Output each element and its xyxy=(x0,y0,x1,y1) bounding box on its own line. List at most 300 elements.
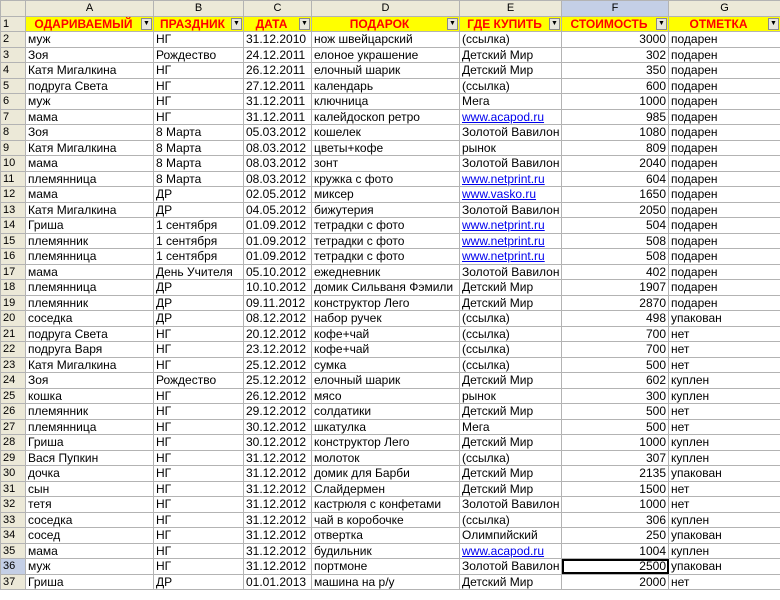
cell-holiday[interactable]: НГ xyxy=(154,109,244,125)
cell-cost[interactable]: 2870 xyxy=(562,295,669,311)
cell-status[interactable]: упакован xyxy=(669,311,780,327)
cell-status[interactable]: нет xyxy=(669,419,780,435)
cell-date[interactable]: 08.03.2012 xyxy=(244,156,312,172)
cell-recipient[interactable]: подруга Света xyxy=(26,326,154,342)
cell-gift[interactable]: солдатики xyxy=(312,404,460,420)
cell-gift[interactable]: елочный шарик xyxy=(312,373,460,389)
cell-where-to-buy[interactable]: Детский Мир xyxy=(460,280,562,296)
cell-gift[interactable]: чай в коробочке xyxy=(312,512,460,528)
column-header-d[interactable]: D xyxy=(312,1,460,17)
cell-cost[interactable]: 1000 xyxy=(562,497,669,513)
row-number[interactable]: 21 xyxy=(1,326,26,342)
row-number[interactable]: 23 xyxy=(1,357,26,373)
row-number[interactable]: 18 xyxy=(1,280,26,296)
cell-where-to-buy[interactable]: Детский Мир xyxy=(460,404,562,420)
cell-where-to-buy[interactable]: Мега xyxy=(460,94,562,110)
column-header-g[interactable]: G xyxy=(669,1,780,17)
cell-cost[interactable]: 2050 xyxy=(562,202,669,218)
header-recipient[interactable] xyxy=(26,16,154,32)
cell-recipient[interactable]: кошка xyxy=(26,388,154,404)
cell-holiday[interactable]: НГ xyxy=(154,357,244,373)
cell-status[interactable]: подарен xyxy=(669,295,780,311)
cell-cost[interactable]: 1500 xyxy=(562,481,669,497)
cell-where-to-buy[interactable]: Детский Мир xyxy=(460,373,562,389)
cell-cost[interactable]: 350 xyxy=(562,63,669,79)
cell-recipient[interactable]: дочка xyxy=(26,466,154,482)
cell-holiday[interactable]: НГ xyxy=(154,419,244,435)
cell-date[interactable]: 29.12.2012 xyxy=(244,404,312,420)
cell-cost[interactable]: 302 xyxy=(562,47,669,63)
header-where-to-buy[interactable] xyxy=(460,16,562,32)
cell-holiday[interactable]: ДР xyxy=(154,280,244,296)
cell-where-to-buy[interactable]: рынок xyxy=(460,388,562,404)
cell-recipient[interactable]: племянник xyxy=(26,295,154,311)
cell-status[interactable]: куплен xyxy=(669,373,780,389)
cell-recipient[interactable]: сосед xyxy=(26,528,154,544)
cell-status[interactable]: нет xyxy=(669,404,780,420)
cell-recipient[interactable]: племянница xyxy=(26,419,154,435)
cell-gift[interactable]: кастрюля с конфетами xyxy=(312,497,460,513)
row-number[interactable]: 35 xyxy=(1,543,26,559)
cell-holiday[interactable]: НГ xyxy=(154,481,244,497)
cell-status[interactable]: куплен xyxy=(669,450,780,466)
cell-where-to-buy[interactable]: Детский Мир xyxy=(460,295,562,311)
cell-status[interactable]: подарен xyxy=(669,109,780,125)
row-number[interactable]: 17 xyxy=(1,264,26,280)
cell-date[interactable]: 01.09.2012 xyxy=(244,249,312,265)
row-number[interactable]: 30 xyxy=(1,466,26,482)
cell-status[interactable]: подарен xyxy=(669,202,780,218)
cell-gift[interactable]: домик для Барби xyxy=(312,466,460,482)
cell-recipient[interactable]: племянница xyxy=(26,249,154,265)
cell-holiday[interactable]: 8 Марта xyxy=(154,171,244,187)
cell-holiday[interactable]: ДР xyxy=(154,574,244,590)
cell-gift[interactable]: машина на р/у xyxy=(312,574,460,590)
cell-cost[interactable]: 508 xyxy=(562,249,669,265)
cell-date[interactable]: 31.12.2012 xyxy=(244,559,312,575)
row-number[interactable]: 11 xyxy=(1,171,26,187)
cell-holiday[interactable]: НГ xyxy=(154,32,244,48)
row-number[interactable]: 32 xyxy=(1,497,26,513)
cell-status[interactable]: упакован xyxy=(669,559,780,575)
row-number[interactable]: 10 xyxy=(1,156,26,172)
cell-cost[interactable]: 602 xyxy=(562,373,669,389)
row-number[interactable]: 13 xyxy=(1,202,26,218)
cell-recipient[interactable]: Катя Мигалкина xyxy=(26,202,154,218)
cell-status[interactable]: подарен xyxy=(669,171,780,187)
cell-date[interactable]: 05.10.2012 xyxy=(244,264,312,280)
cell-status[interactable]: упакован xyxy=(669,466,780,482)
cell-gift[interactable]: отвертка xyxy=(312,528,460,544)
cell-where-to-buy[interactable] xyxy=(460,187,562,203)
shop-link[interactable]: www.netprint.ru xyxy=(462,233,545,248)
row-number[interactable]: 8 xyxy=(1,125,26,141)
cell-date[interactable]: 31.12.2012 xyxy=(244,450,312,466)
cell-status[interactable]: подарен xyxy=(669,280,780,296)
cell-where-to-buy[interactable]: Золотой Вавилон xyxy=(460,156,562,172)
cell-recipient[interactable]: Вася Пупкин xyxy=(26,450,154,466)
cell-holiday[interactable]: НГ xyxy=(154,388,244,404)
cell-cost[interactable]: 1000 xyxy=(562,94,669,110)
row-number[interactable]: 20 xyxy=(1,311,26,327)
cell-recipient[interactable]: муж xyxy=(26,32,154,48)
cell-gift[interactable]: елочный шарик xyxy=(312,63,460,79)
cell-cost[interactable]: 306 xyxy=(562,512,669,528)
cell-gift[interactable]: ежедневник xyxy=(312,264,460,280)
cell-cost[interactable]: 3000 xyxy=(562,32,669,48)
cell-status[interactable]: подарен xyxy=(669,187,780,203)
row-number[interactable]: 36 xyxy=(1,559,26,575)
cell-cost[interactable]: 1004 xyxy=(562,543,669,559)
cell-cost[interactable]: 402 xyxy=(562,264,669,280)
cell-recipient[interactable]: мама xyxy=(26,264,154,280)
cell-gift[interactable]: зонт xyxy=(312,156,460,172)
select-all-corner[interactable] xyxy=(1,1,26,17)
cell-holiday[interactable]: ДР xyxy=(154,187,244,203)
cell-cost[interactable]: 2500 xyxy=(562,559,669,575)
cell-cost[interactable]: 700 xyxy=(562,326,669,342)
header-cost[interactable] xyxy=(562,16,669,32)
filter-dropdown-icon[interactable]: ▼ xyxy=(299,18,310,30)
cell-cost[interactable]: 809 xyxy=(562,140,669,156)
cell-gift[interactable]: домик Сильваня Фэмили xyxy=(312,280,460,296)
cell-where-to-buy[interactable]: (ссылка) xyxy=(460,357,562,373)
row-number[interactable]: 26 xyxy=(1,404,26,420)
row-number[interactable]: 6 xyxy=(1,94,26,110)
cell-where-to-buy[interactable]: Детский Мир xyxy=(460,47,562,63)
cell-gift[interactable]: молоток xyxy=(312,450,460,466)
cell-cost[interactable]: 985 xyxy=(562,109,669,125)
cell-recipient[interactable]: племянница xyxy=(26,171,154,187)
cell-holiday[interactable]: НГ xyxy=(154,559,244,575)
cell-cost[interactable]: 1650 xyxy=(562,187,669,203)
cell-recipient[interactable]: Катя Мигалкина xyxy=(26,63,154,79)
cell-date[interactable]: 08.03.2012 xyxy=(244,171,312,187)
cell-date[interactable]: 01.09.2012 xyxy=(244,233,312,249)
cell-date[interactable]: 31.12.2011 xyxy=(244,109,312,125)
cell-gift[interactable]: мясо xyxy=(312,388,460,404)
cell-cost[interactable]: 307 xyxy=(562,450,669,466)
filter-dropdown-icon[interactable]: ▼ xyxy=(656,18,667,30)
cell-gift[interactable]: елоное украшение xyxy=(312,47,460,63)
cell-gift[interactable]: бижутерия xyxy=(312,202,460,218)
cell-status[interactable]: нет xyxy=(669,574,780,590)
cell-status[interactable]: подарен xyxy=(669,264,780,280)
shop-link[interactable]: www.vasko.ru xyxy=(462,187,537,202)
cell-status[interactable]: нет xyxy=(669,342,780,358)
cell-date[interactable]: 24.12.2011 xyxy=(244,47,312,63)
cell-gift[interactable]: тетрадки с фото xyxy=(312,249,460,265)
cell-date[interactable]: 30.12.2012 xyxy=(244,419,312,435)
cell-cost[interactable]: 1907 xyxy=(562,280,669,296)
cell-gift[interactable]: нож швейцарский xyxy=(312,32,460,48)
header-gift[interactable] xyxy=(312,16,460,32)
cell-holiday[interactable]: 8 Марта xyxy=(154,140,244,156)
cell-recipient[interactable]: муж xyxy=(26,559,154,575)
cell-holiday[interactable]: НГ xyxy=(154,450,244,466)
filter-dropdown-icon[interactable]: ▼ xyxy=(768,18,779,30)
cell-cost[interactable]: 700 xyxy=(562,342,669,358)
cell-status[interactable]: подарен xyxy=(669,156,780,172)
cell-where-to-buy[interactable]: Детский Мир xyxy=(460,574,562,590)
cell-recipient[interactable]: мама xyxy=(26,543,154,559)
cell-recipient[interactable]: Зоя xyxy=(26,373,154,389)
row-number[interactable]: 19 xyxy=(1,295,26,311)
cell-holiday[interactable]: НГ xyxy=(154,528,244,544)
cell-where-to-buy[interactable]: (ссылка) xyxy=(460,342,562,358)
cell-where-to-buy[interactable]: (ссылка) xyxy=(460,450,562,466)
cell-where-to-buy[interactable]: Золотой Вавилон xyxy=(460,559,562,575)
cell-date[interactable]: 20.12.2012 xyxy=(244,326,312,342)
cell-recipient[interactable]: Катя Мигалкина xyxy=(26,357,154,373)
cell-where-to-buy[interactable]: (ссылка) xyxy=(460,326,562,342)
header-status[interactable] xyxy=(669,16,780,32)
shop-link[interactable]: www.acapod.ru xyxy=(462,109,545,124)
cell-recipient[interactable]: соседка xyxy=(26,311,154,327)
cell-where-to-buy[interactable]: (ссылка) xyxy=(460,78,562,94)
cell-cost[interactable]: 1080 xyxy=(562,125,669,141)
cell-date[interactable]: 01.01.2013 xyxy=(244,574,312,590)
filter-dropdown-icon[interactable]: ▼ xyxy=(447,18,458,30)
cell-recipient[interactable]: соседка xyxy=(26,512,154,528)
column-header-c[interactable]: C xyxy=(244,1,312,17)
cell-holiday[interactable]: НГ xyxy=(154,404,244,420)
cell-status[interactable]: подарен xyxy=(669,218,780,234)
cell-status[interactable]: нет xyxy=(669,326,780,342)
column-header-f[interactable]: F xyxy=(562,1,669,17)
cell-cost[interactable]: 600 xyxy=(562,78,669,94)
cell-recipient[interactable]: Гриша xyxy=(26,218,154,234)
cell-gift[interactable]: кофе+чай xyxy=(312,326,460,342)
cell-holiday[interactable]: НГ xyxy=(154,63,244,79)
row-number[interactable]: 34 xyxy=(1,528,26,544)
cell-holiday[interactable]: НГ xyxy=(154,342,244,358)
shop-link[interactable]: www.netprint.ru xyxy=(462,171,545,186)
cell-where-to-buy[interactable] xyxy=(460,109,562,125)
cell-where-to-buy[interactable]: Золотой Вавилон xyxy=(460,497,562,513)
cell-holiday[interactable]: 8 Марта xyxy=(154,125,244,141)
row-number[interactable]: 1 xyxy=(1,16,26,32)
row-number[interactable]: 12 xyxy=(1,187,26,203)
shop-link[interactable]: www.netprint.ru xyxy=(462,249,545,264)
row-number[interactable]: 27 xyxy=(1,419,26,435)
filter-dropdown-icon[interactable]: ▼ xyxy=(231,18,242,30)
cell-recipient[interactable]: Зоя xyxy=(26,125,154,141)
cell-recipient[interactable]: сын xyxy=(26,481,154,497)
cell-where-to-buy[interactable]: (ссылка) xyxy=(460,32,562,48)
cell-where-to-buy[interactable]: Детский Мир xyxy=(460,481,562,497)
cell-recipient[interactable]: подруга Варя xyxy=(26,342,154,358)
shop-link[interactable]: www.acapod.ru xyxy=(462,543,545,558)
cell-date[interactable]: 31.12.2012 xyxy=(244,512,312,528)
cell-date[interactable]: 31.12.2012 xyxy=(244,528,312,544)
cell-date[interactable]: 10.10.2012 xyxy=(244,280,312,296)
cell-recipient[interactable]: Гриша xyxy=(26,574,154,590)
row-number[interactable]: 14 xyxy=(1,218,26,234)
cell-cost[interactable]: 498 xyxy=(562,311,669,327)
cell-holiday[interactable]: 1 сентября xyxy=(154,233,244,249)
cell-recipient[interactable]: мама xyxy=(26,109,154,125)
cell-where-to-buy[interactable]: Детский Мир xyxy=(460,435,562,451)
cell-holiday[interactable]: НГ xyxy=(154,435,244,451)
cell-status[interactable]: куплен xyxy=(669,435,780,451)
cell-status[interactable]: подарен xyxy=(669,125,780,141)
cell-gift[interactable]: кошелек xyxy=(312,125,460,141)
cell-status[interactable]: подарен xyxy=(669,140,780,156)
cell-date[interactable]: 25.12.2012 xyxy=(244,373,312,389)
cell-gift[interactable]: цветы+кофе xyxy=(312,140,460,156)
cell-status[interactable]: нет xyxy=(669,481,780,497)
cell-where-to-buy[interactable] xyxy=(460,543,562,559)
row-number[interactable]: 31 xyxy=(1,481,26,497)
row-number[interactable]: 7 xyxy=(1,109,26,125)
column-header-e[interactable]: E xyxy=(460,1,562,17)
row-number[interactable]: 5 xyxy=(1,78,26,94)
cell-gift[interactable]: набор ручек xyxy=(312,311,460,327)
cell-holiday[interactable]: НГ xyxy=(154,94,244,110)
cell-holiday[interactable]: НГ xyxy=(154,326,244,342)
cell-holiday[interactable]: 8 Марта xyxy=(154,156,244,172)
cell-holiday[interactable]: Рождество xyxy=(154,373,244,389)
cell-status[interactable]: подарен xyxy=(669,78,780,94)
cell-where-to-buy[interactable]: Мега xyxy=(460,419,562,435)
cell-gift[interactable]: конструктор Лего xyxy=(312,435,460,451)
cell-cost[interactable]: 2040 xyxy=(562,156,669,172)
row-number[interactable]: 22 xyxy=(1,342,26,358)
cell-where-to-buy[interactable] xyxy=(460,218,562,234)
cell-where-to-buy[interactable]: Детский Мир xyxy=(460,63,562,79)
cell-date[interactable]: 26.12.2011 xyxy=(244,63,312,79)
cell-gift[interactable]: конструктор Лего xyxy=(312,295,460,311)
cell-cost[interactable]: 1000 xyxy=(562,435,669,451)
row-number[interactable]: 16 xyxy=(1,249,26,265)
cell-recipient[interactable]: подруга Света xyxy=(26,78,154,94)
cell-status[interactable]: подарен xyxy=(669,32,780,48)
cell-holiday[interactable]: НГ xyxy=(154,78,244,94)
cell-date[interactable]: 31.12.2012 xyxy=(244,466,312,482)
cell-where-to-buy[interactable] xyxy=(460,249,562,265)
cell-where-to-buy[interactable]: (ссылка) xyxy=(460,512,562,528)
header-date[interactable] xyxy=(244,16,312,32)
cell-status[interactable]: нет xyxy=(669,357,780,373)
cell-recipient[interactable]: тетя xyxy=(26,497,154,513)
cell-gift[interactable]: шкатулка xyxy=(312,419,460,435)
cell-recipient[interactable]: муж xyxy=(26,94,154,110)
cell-date[interactable]: 02.05.2012 xyxy=(244,187,312,203)
cell-date[interactable]: 31.12.2010 xyxy=(244,32,312,48)
cell-gift[interactable]: кружка с фото xyxy=(312,171,460,187)
cell-date[interactable]: 05.03.2012 xyxy=(244,125,312,141)
cell-recipient[interactable]: Зоя xyxy=(26,47,154,63)
cell-gift[interactable]: тетрадки с фото xyxy=(312,218,460,234)
cell-where-to-buy[interactable]: (ссылка) xyxy=(460,311,562,327)
cell-gift[interactable]: будильник xyxy=(312,543,460,559)
row-number[interactable]: 28 xyxy=(1,435,26,451)
cell-cost[interactable]: 508 xyxy=(562,233,669,249)
cell-holiday[interactable]: Рождество xyxy=(154,47,244,63)
cell-holiday[interactable]: НГ xyxy=(154,497,244,513)
cell-gift[interactable]: ключница xyxy=(312,94,460,110)
row-number[interactable]: 25 xyxy=(1,388,26,404)
cell-where-to-buy[interactable]: Золотой Вавилон xyxy=(460,125,562,141)
row-number[interactable]: 2 xyxy=(1,32,26,48)
cell-cost[interactable]: 250 xyxy=(562,528,669,544)
cell-where-to-buy[interactable]: рынок xyxy=(460,140,562,156)
cell-date[interactable]: 09.11.2012 xyxy=(244,295,312,311)
cell-date[interactable]: 08.03.2012 xyxy=(244,140,312,156)
cell-date[interactable]: 30.12.2012 xyxy=(244,435,312,451)
row-number[interactable]: 3 xyxy=(1,47,26,63)
cell-status[interactable]: куплен xyxy=(669,543,780,559)
cell-holiday[interactable]: ДР xyxy=(154,311,244,327)
cell-status[interactable]: куплен xyxy=(669,388,780,404)
row-number[interactable]: 33 xyxy=(1,512,26,528)
cell-gift[interactable]: миксер xyxy=(312,187,460,203)
cell-date[interactable]: 25.12.2012 xyxy=(244,357,312,373)
cell-holiday[interactable]: 1 сентября xyxy=(154,218,244,234)
column-header-b[interactable]: B xyxy=(154,1,244,17)
cell-date[interactable]: 01.09.2012 xyxy=(244,218,312,234)
cell-where-to-buy[interactable] xyxy=(460,171,562,187)
row-number[interactable]: 4 xyxy=(1,63,26,79)
cell-date[interactable]: 08.12.2012 xyxy=(244,311,312,327)
cell-cost[interactable]: 2000 xyxy=(562,574,669,590)
cell-status[interactable]: нет xyxy=(669,497,780,513)
cell-cost[interactable]: 500 xyxy=(562,357,669,373)
row-number[interactable]: 29 xyxy=(1,450,26,466)
cell-status[interactable]: подарен xyxy=(669,249,780,265)
cell-status[interactable]: подарен xyxy=(669,47,780,63)
cell-status[interactable]: упакован xyxy=(669,528,780,544)
cell-gift[interactable]: тетрадки с фото xyxy=(312,233,460,249)
cell-date[interactable]: 31.12.2012 xyxy=(244,497,312,513)
cell-date[interactable]: 31.12.2012 xyxy=(244,481,312,497)
cell-recipient[interactable]: мама xyxy=(26,187,154,203)
cell-cost[interactable]: 2135 xyxy=(562,466,669,482)
cell-cost[interactable]: 500 xyxy=(562,404,669,420)
cell-gift[interactable]: калейдоскоп ретро xyxy=(312,109,460,125)
filter-dropdown-icon[interactable]: ▼ xyxy=(141,18,152,30)
cell-where-to-buy[interactable] xyxy=(460,233,562,249)
cell-where-to-buy[interactable]: Олимпийский xyxy=(460,528,562,544)
cell-holiday[interactable]: День Учителя xyxy=(154,264,244,280)
cell-date[interactable]: 23.12.2012 xyxy=(244,342,312,358)
cell-where-to-buy[interactable]: Золотой Вавилон xyxy=(460,202,562,218)
cell-gift[interactable]: Слайдермен xyxy=(312,481,460,497)
row-number[interactable]: 37 xyxy=(1,574,26,590)
cell-holiday[interactable]: НГ xyxy=(154,512,244,528)
row-number[interactable]: 24 xyxy=(1,373,26,389)
cell-holiday[interactable]: НГ xyxy=(154,466,244,482)
cell-holiday[interactable]: ДР xyxy=(154,295,244,311)
cell-status[interactable]: подарен xyxy=(669,94,780,110)
cell-date[interactable]: 27.12.2011 xyxy=(244,78,312,94)
header-holiday[interactable] xyxy=(154,16,244,32)
cell-status[interactable]: подарен xyxy=(669,63,780,79)
row-number[interactable]: 9 xyxy=(1,140,26,156)
cell-cost[interactable]: 500 xyxy=(562,419,669,435)
cell-where-to-buy[interactable]: Золотой Вавилон xyxy=(460,264,562,280)
cell-gift[interactable]: календарь xyxy=(312,78,460,94)
cell-recipient[interactable]: племянник xyxy=(26,233,154,249)
cell-status[interactable]: куплен xyxy=(669,512,780,528)
cell-where-to-buy[interactable]: Детский Мир xyxy=(460,466,562,482)
column-header-a[interactable]: A xyxy=(26,1,154,17)
cell-date[interactable]: 26.12.2012 xyxy=(244,388,312,404)
row-number[interactable]: 15 xyxy=(1,233,26,249)
cell-cost[interactable]: 604 xyxy=(562,171,669,187)
cell-date[interactable]: 31.12.2012 xyxy=(244,543,312,559)
